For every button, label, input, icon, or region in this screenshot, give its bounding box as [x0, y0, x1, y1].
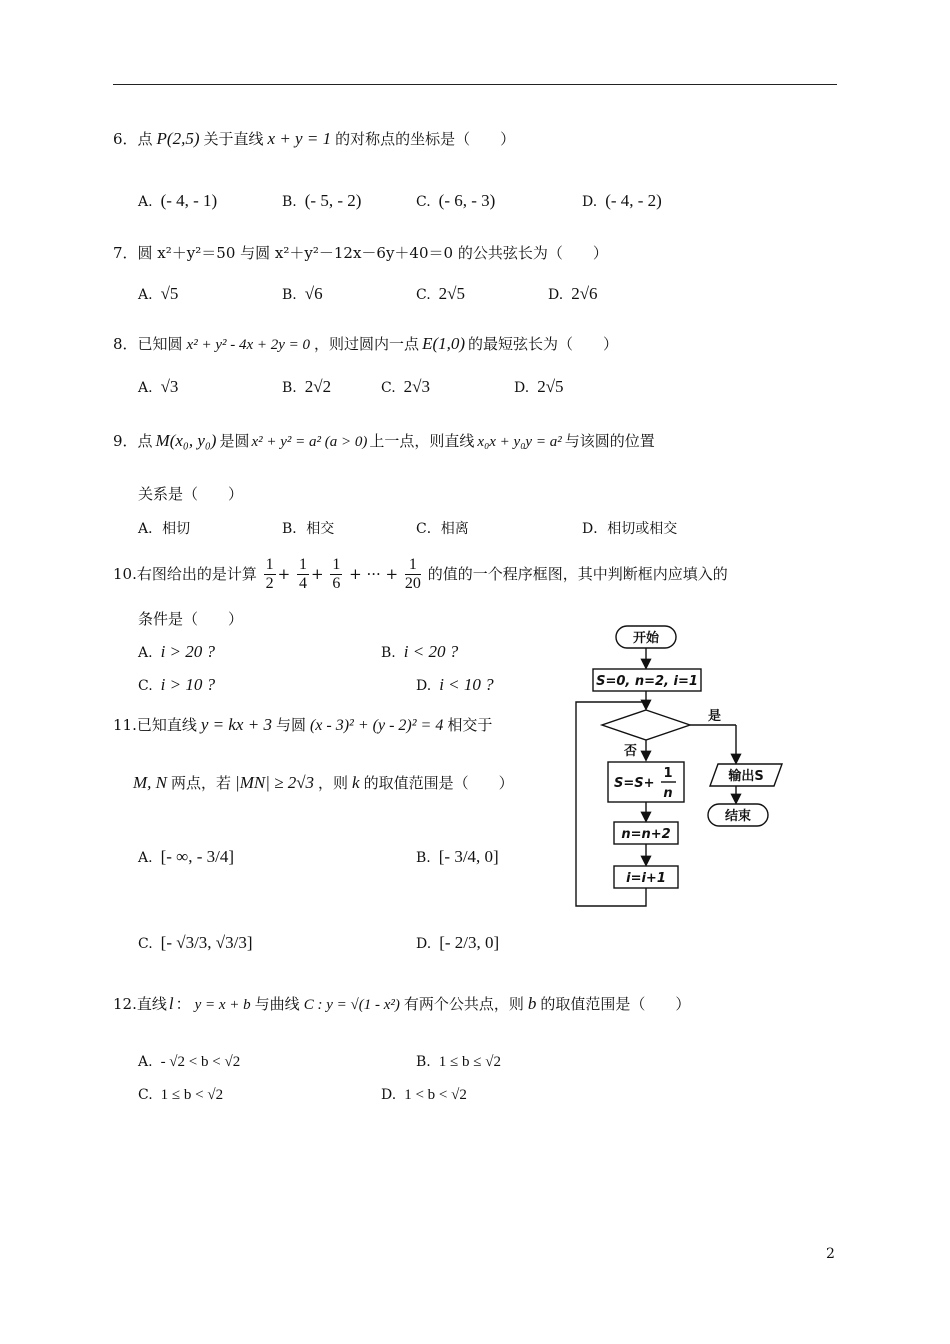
q12-option-c: C. 1 ≤ b < √2	[138, 1087, 224, 1103]
q12-option-d: D. 1 < b < √2	[381, 1087, 467, 1103]
q11-option-a: A. [- ∞, - 3/4]	[138, 847, 235, 866]
frac-denominator: n	[663, 786, 673, 801]
question-8-stem: 8．已知圆 x² + y² - 4x + 2y = 0 ，则过圆内一点 E(1,0) 的最短弦长为（ ）	[113, 334, 619, 353]
q9-option-c: C．相离	[416, 521, 469, 537]
q6-option-c: C. (- 6, - 3)	[416, 191, 496, 210]
q6-option-a: A. (- 4, - 1)	[138, 191, 218, 210]
question-9-stem: 9．点 M(x₀, y₀) 是圆 x² + y² = a² (a > 0) 上一点，则直线 x₀x + y₀y = a² 与该圆的位置	[113, 431, 655, 450]
q11-option-b: B. [- 3/4, 0]	[416, 847, 499, 866]
q10-option-d: D. i < 10 ?	[416, 675, 494, 694]
q6-option-b: B. (- 5, - 2)	[282, 191, 362, 210]
sum-term-1: $\frac{1}{2}$	[265, 555, 274, 592]
q8-option-d: D. 2√5	[514, 377, 564, 396]
question-10-stem: 10.右图给出的是计算 $\frac{1}{2}$ + $\frac{1}{4}$ + $\frac{1}{6}$ + ··· + $\frac{1}{20}$ 的值的一个程序框图，其中判断框内应填入的	[113, 555, 728, 592]
no-label: 否	[624, 744, 638, 759]
q9-option-d: D．相切或相交	[582, 521, 678, 537]
program-flowchart	[570, 622, 790, 914]
sum-term-2: $\frac{1}{4}$	[299, 555, 307, 592]
update-i-label: i=i+1	[626, 871, 666, 886]
sum-term-last: $\frac{1}{20}$	[404, 555, 421, 592]
decision-diamond	[602, 710, 690, 740]
yes-label: 是	[708, 709, 722, 724]
question-10-stem-cont: 条件是（ ）	[138, 610, 244, 628]
frac-numerator: 1	[663, 766, 673, 781]
end-label: 结束	[724, 809, 752, 824]
question-7-stem: 7．圆 x²＋y²＝50 与圆 x²＋y²－12x－6y＋40＝0 的公共弦长为（ ）	[113, 244, 608, 262]
q7-option-a: A. √5	[138, 284, 179, 303]
q7-option-b: B. √6	[282, 284, 323, 303]
q7-option-d: D. 2√6	[548, 284, 598, 303]
q10-option-a: A. i > 20 ?	[138, 642, 216, 661]
question-12-stem: 12.直线 l ： y = x + b 与曲线 C : y = √(1 - x²) 有两个公共点，则 b 的取值范围是（ ）	[113, 994, 691, 1013]
q6-option-d: D. (- 4, - 2)	[582, 191, 662, 210]
q8-option-a: A. √3	[138, 377, 179, 396]
q7-option-c: C. 2√5	[416, 284, 466, 303]
update-s-label: S=S+	[614, 776, 655, 791]
page-number: 2	[826, 1246, 835, 1262]
header-rule	[113, 84, 837, 85]
q12-option-a: A. - √2 < b < √2	[138, 1054, 241, 1070]
q10-option-c: C. i > 10 ?	[138, 675, 216, 694]
q8-option-b: B. 2√2	[282, 377, 332, 396]
q11-option-d: D. [- 2/3, 0]	[416, 933, 500, 952]
update-n-label: n=n+2	[621, 827, 671, 842]
question-9-stem-cont: 关系是（ ）	[138, 485, 244, 503]
q9-option-b: B．相交	[282, 521, 335, 537]
sum-term-3: $\frac{1}{6}$	[332, 555, 341, 592]
q10-option-b: B. i < 20 ?	[381, 642, 459, 661]
output-label: 输出S	[728, 769, 764, 784]
question-11-stem-cont: M, N 两点，若 |MN| ≥ 2√3 ，则 k 的取值范围是（ ）	[133, 773, 514, 792]
q8-option-c: C. 2√3	[381, 377, 431, 396]
question-6-stem: 6．点 P(2,5) 关于直线 x + y = 1 的对称点的坐标是（ ）	[113, 129, 516, 148]
q11-option-c: C. [- √3/3, √3/3]	[138, 933, 253, 952]
question-11-stem: 11.已知直线 y = kx + 3 与圆 (x - 3)² + (y - 2)² = 4 相交于	[113, 715, 493, 734]
q12-option-b: B. 1 ≤ b ≤ √2	[416, 1054, 501, 1070]
q9-option-a: A．相切	[138, 521, 191, 537]
init-label: S=0, n=2, i=1	[596, 674, 698, 689]
start-label: 开始	[632, 631, 660, 646]
